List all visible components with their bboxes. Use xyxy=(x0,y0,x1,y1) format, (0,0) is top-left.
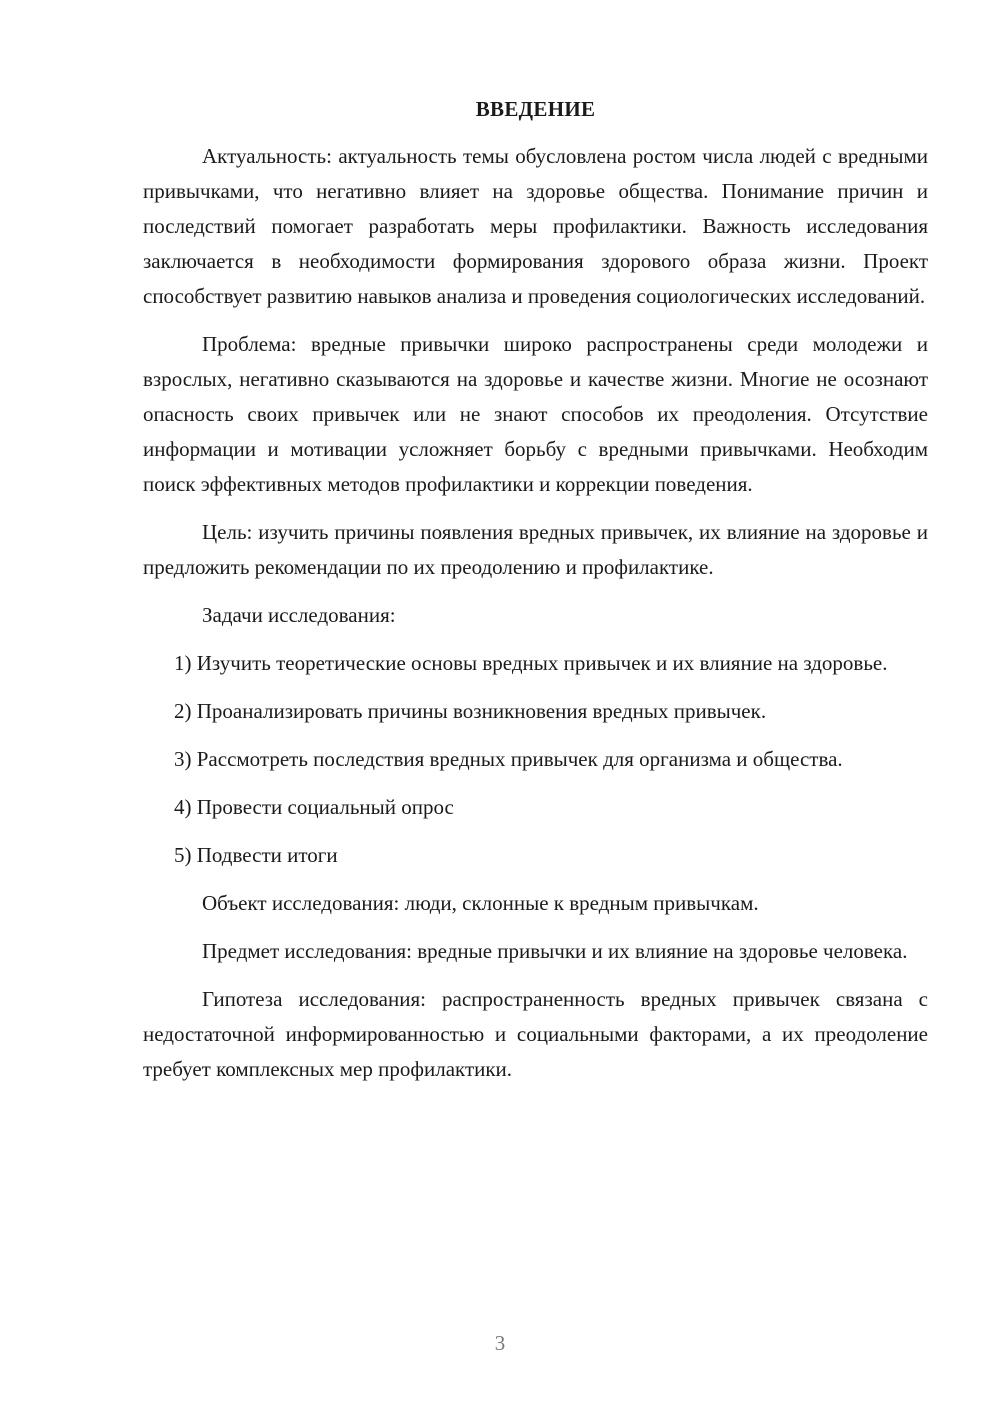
task-item: 2) Проанализировать причины возникновения вредных привычек. xyxy=(174,699,767,723)
task-item: 4) Провести социальный опрос xyxy=(174,795,454,819)
problem-paragraph: Проблема: вредные привычки широко распространены среди молодежи и взрослых, негативно сказываются на здоровье и качестве жизни. Многие не осознают опасность своих привычек или не знают способов их преодоления. Отсутствие информации и мотивации усложняет борьбу с вредными привычками. Необходим поиск эффективных методов профилактики и коррекции поведения. xyxy=(143,332,928,496)
relevance-paragraph: Актуальность: актуальность темы обусловлена ростом числа людей с вредными привычками, что негативно влияет на здоровье общества. Понимание причин и последствий помогает разработать меры профилактики. Важность исследования заключается в необходимости формирования здорового образа жизни. Проект способствует развитию навыков анализа и проведения социологических исследований. xyxy=(143,144,928,308)
task-item: 5) Подвести итоги xyxy=(174,843,338,867)
hypothesis-paragraph: Гипотеза исследования: распространенность вредных привычек связана с недостаточной информированностью и социальными факторами, а их преодоление требует комплексных мер профилактики. xyxy=(143,987,928,1081)
object-paragraph: Объект исследования: люди, склонные к вредным привычкам. xyxy=(202,891,759,915)
tasks-heading: Задачи исследования: xyxy=(202,603,396,627)
document-page xyxy=(143,92,928,1100)
page-number: 3 xyxy=(494,1331,506,1355)
section-title: ВВЕДЕНИЕ xyxy=(475,97,596,121)
task-item: 1) Изучить теоретические основы вредных привычек и их влияние на здоровье. xyxy=(174,651,888,675)
goal-paragraph: Цель: изучить причины появления вредных привычек, их влияние на здоровье и предложить рекомендации по их преодолению и профилактике. xyxy=(143,520,928,579)
subject-paragraph: Предмет исследования: вредные привычки и их влияние на здоровье человека. xyxy=(202,939,908,963)
task-item: 3) Рассмотреть последствия вредных привычек для организма и общества. xyxy=(174,747,843,771)
